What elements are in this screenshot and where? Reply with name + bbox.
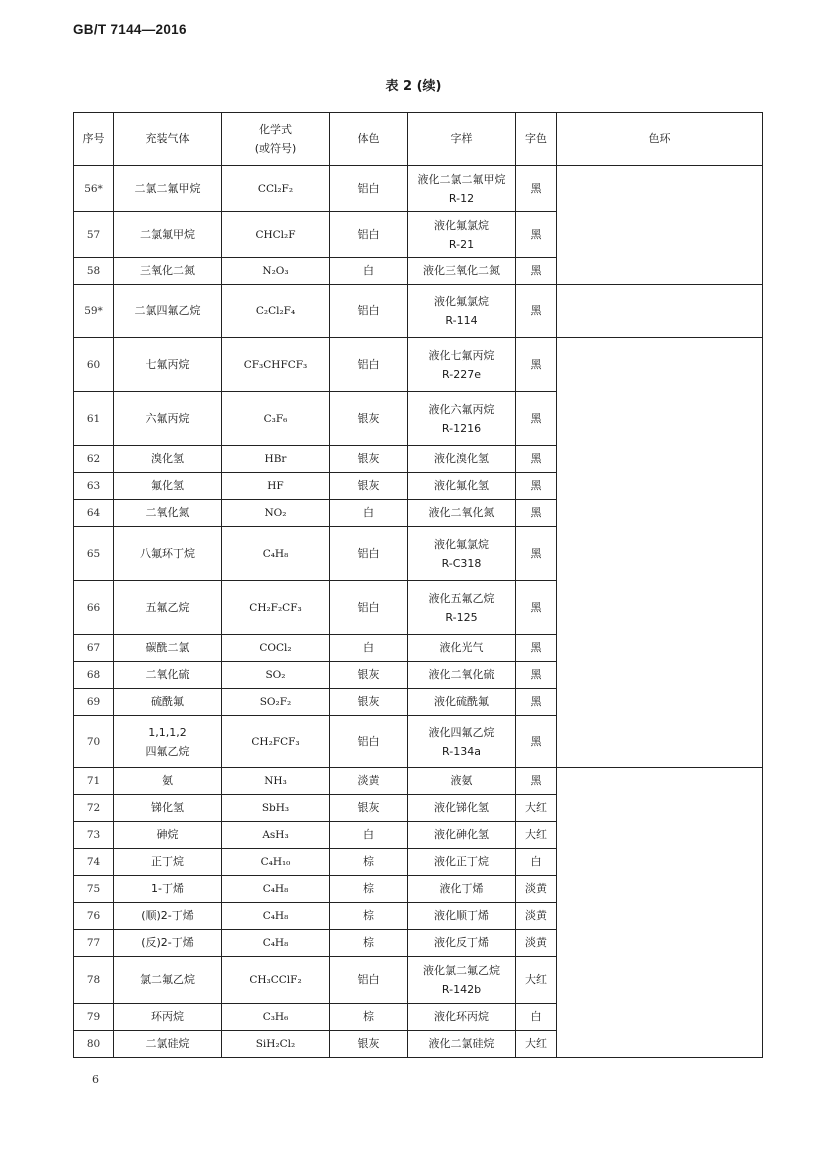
row-number: 56*	[74, 166, 114, 212]
chemical-formula: SO₂	[222, 662, 330, 689]
row-number: 80	[74, 1031, 114, 1058]
row-number: 65	[74, 527, 114, 581]
body-color: 铝白	[330, 716, 408, 768]
body-color: 白	[330, 635, 408, 662]
row-number: 59*	[74, 285, 114, 338]
chemical-formula: COCl₂	[222, 635, 330, 662]
body-color: 铝白	[330, 527, 408, 581]
row-number: 70	[74, 716, 114, 768]
row-number: 75	[74, 876, 114, 903]
gas-name: 硫酰氟	[114, 689, 222, 716]
marking-text: 液化砷化氢	[408, 822, 516, 849]
chemical-formula: HBr	[222, 446, 330, 473]
chemical-formula: SbH₃	[222, 795, 330, 822]
marking-text: 液化氟化氢	[408, 473, 516, 500]
marking-text: 液化溴化氢	[408, 446, 516, 473]
text-color: 淡黄	[516, 876, 557, 903]
body-color: 银灰	[330, 473, 408, 500]
gas-name: 五氟乙烷	[114, 581, 222, 635]
row-number: 58	[74, 258, 114, 285]
text-color: 黑	[516, 689, 557, 716]
marking-text: 液化四氟乙烷 R-134a	[408, 716, 516, 768]
text-color: 黑	[516, 166, 557, 212]
marking-text: 液化环丙烷	[408, 1004, 516, 1031]
body-color: 淡黄	[330, 768, 408, 795]
text-color: 黑	[516, 768, 557, 795]
gas-cylinder-color-table	[73, 112, 763, 1058]
gas-name: 二氯氟甲烷	[114, 212, 222, 258]
text-color: 白	[516, 1004, 557, 1031]
body-color: 银灰	[330, 689, 408, 716]
body-color: 银灰	[330, 662, 408, 689]
color-ring	[557, 285, 763, 338]
marking-text: 液化二氯硅烷	[408, 1031, 516, 1058]
marking-text: 液化氟氯烷 R-21	[408, 212, 516, 258]
row-number: 60	[74, 338, 114, 392]
marking-text: 液氨	[408, 768, 516, 795]
marking-text: 液化锑化氢	[408, 795, 516, 822]
gas-name: 氨	[114, 768, 222, 795]
text-color: 黑	[516, 635, 557, 662]
row-number: 62	[74, 446, 114, 473]
gas-name: 锑化氢	[114, 795, 222, 822]
table-row	[74, 338, 763, 392]
marking-text: 液化二氧化氮	[408, 500, 516, 527]
body-color: 铝白	[330, 166, 408, 212]
text-color: 大红	[516, 1031, 557, 1058]
marking-text: 液化五氟乙烷 R-125	[408, 581, 516, 635]
text-color: 淡黄	[516, 903, 557, 930]
chemical-formula: C₃F₆	[222, 392, 330, 446]
chemical-formula: CHCl₂F	[222, 212, 330, 258]
row-number: 76	[74, 903, 114, 930]
table-row	[74, 285, 763, 338]
header-seq: 序号	[74, 113, 114, 166]
color-ring	[557, 338, 763, 768]
row-number: 79	[74, 1004, 114, 1031]
body-color: 铝白	[330, 338, 408, 392]
body-color: 银灰	[330, 446, 408, 473]
body-color: 棕	[330, 903, 408, 930]
gas-name: 碳酰二氯	[114, 635, 222, 662]
text-color: 黑	[516, 392, 557, 446]
gas-name: (顺)2-丁烯	[114, 903, 222, 930]
chemical-formula: SO₂F₂	[222, 689, 330, 716]
table-row	[74, 768, 763, 795]
text-color: 白	[516, 849, 557, 876]
body-color: 白	[330, 822, 408, 849]
row-number: 73	[74, 822, 114, 849]
gas-name: 环丙烷	[114, 1004, 222, 1031]
chemical-formula: NH₃	[222, 768, 330, 795]
marking-text: 液化六氟丙烷 R-1216	[408, 392, 516, 446]
gas-name: 八氟环丁烷	[114, 527, 222, 581]
header-ring: 色环	[557, 113, 763, 166]
header-marking: 字样	[408, 113, 516, 166]
body-color: 白	[330, 500, 408, 527]
gas-name: 三氧化二氮	[114, 258, 222, 285]
text-color: 黑	[516, 527, 557, 581]
marking-text: 液化顺丁烯	[408, 903, 516, 930]
row-number: 64	[74, 500, 114, 527]
marking-text: 液化三氧化二氮	[408, 258, 516, 285]
chemical-formula: CH₂F₂CF₃	[222, 581, 330, 635]
chemical-formula: CH₃CClF₂	[222, 957, 330, 1004]
text-color: 黑	[516, 285, 557, 338]
marking-text: 液化七氟丙烷 R-227e	[408, 338, 516, 392]
text-color: 黑	[516, 500, 557, 527]
body-color: 白	[330, 258, 408, 285]
text-color: 黑	[516, 662, 557, 689]
chemical-formula: C₄H₁₀	[222, 849, 330, 876]
gas-name: 氟化氢	[114, 473, 222, 500]
gas-name: 二氯二氟甲烷	[114, 166, 222, 212]
text-color: 黑	[516, 473, 557, 500]
chemical-formula: SiH₂Cl₂	[222, 1031, 330, 1058]
marking-text: 液化丁烯	[408, 876, 516, 903]
row-number: 67	[74, 635, 114, 662]
gas-name: 二氯四氟乙烷	[114, 285, 222, 338]
gas-name: (反)2-丁烯	[114, 930, 222, 957]
body-color: 棕	[330, 930, 408, 957]
header-gas: 充装气体	[114, 113, 222, 166]
body-color: 银灰	[330, 795, 408, 822]
standard-code: GB/T 7144—2016	[73, 22, 187, 37]
marking-text: 液化氟氯烷 R-114	[408, 285, 516, 338]
gas-name: 二氧化硫	[114, 662, 222, 689]
text-color: 大红	[516, 795, 557, 822]
marking-text: 液化反丁烯	[408, 930, 516, 957]
marking-text: 液化光气	[408, 635, 516, 662]
text-color: 黑	[516, 581, 557, 635]
row-number: 78	[74, 957, 114, 1004]
body-color: 银灰	[330, 1031, 408, 1058]
chemical-formula: C₄H₈	[222, 903, 330, 930]
text-color: 黑	[516, 258, 557, 285]
chemical-formula: C₂Cl₂F₄	[222, 285, 330, 338]
text-color: 大红	[516, 957, 557, 1004]
gas-name: 1-丁烯	[114, 876, 222, 903]
text-color: 黑	[516, 446, 557, 473]
chemical-formula: CF₃CHFCF₃	[222, 338, 330, 392]
row-number: 57	[74, 212, 114, 258]
gas-name: 二氯硅烷	[114, 1031, 222, 1058]
gas-name: 二氧化氮	[114, 500, 222, 527]
marking-text: 液化氯二氟乙烷 R-142b	[408, 957, 516, 1004]
text-color: 黑	[516, 212, 557, 258]
table-title: 表 2 (续)	[385, 79, 442, 94]
header-formula: 化学式 (或符号)	[222, 113, 330, 166]
body-color: 铝白	[330, 581, 408, 635]
row-number: 63	[74, 473, 114, 500]
gas-name: 1,1,1,2 四氟乙烷	[114, 716, 222, 768]
marking-text: 液化硫酰氟	[408, 689, 516, 716]
table-row	[74, 166, 763, 212]
row-number: 68	[74, 662, 114, 689]
body-color: 棕	[330, 876, 408, 903]
row-number: 77	[74, 930, 114, 957]
marking-text: 液化二氯二氟甲烷 R-12	[408, 166, 516, 212]
row-number: 69	[74, 689, 114, 716]
text-color: 黑	[516, 338, 557, 392]
row-number: 72	[74, 795, 114, 822]
gas-name: 七氟丙烷	[114, 338, 222, 392]
color-ring	[557, 166, 763, 285]
header-text-color: 字色	[516, 113, 557, 166]
chemical-formula: C₄H₈	[222, 527, 330, 581]
header-body-color: 体色	[330, 113, 408, 166]
chemical-formula: CCl₂F₂	[222, 166, 330, 212]
chemical-formula: NO₂	[222, 500, 330, 527]
body-color: 铝白	[330, 957, 408, 1004]
table-header-row	[74, 113, 763, 166]
page-number: 6	[92, 1073, 99, 1086]
chemical-formula: C₄H₈	[222, 876, 330, 903]
chemical-formula: HF	[222, 473, 330, 500]
marking-text: 液化正丁烷	[408, 849, 516, 876]
chemical-formula: C₃H₆	[222, 1004, 330, 1031]
body-color: 棕	[330, 849, 408, 876]
body-color: 银灰	[330, 392, 408, 446]
text-color: 淡黄	[516, 930, 557, 957]
gas-name: 正丁烷	[114, 849, 222, 876]
chemical-formula: N₂O₃	[222, 258, 330, 285]
marking-text: 液化二氧化硫	[408, 662, 516, 689]
marking-text: 液化氟氯烷 R-C318	[408, 527, 516, 581]
text-color: 黑	[516, 716, 557, 768]
text-color: 大红	[516, 822, 557, 849]
chemical-formula: CH₂FCF₃	[222, 716, 330, 768]
row-number: 61	[74, 392, 114, 446]
gas-name: 氯二氟乙烷	[114, 957, 222, 1004]
gas-name: 砷烷	[114, 822, 222, 849]
chemical-formula: AsH₃	[222, 822, 330, 849]
body-color: 棕	[330, 1004, 408, 1031]
row-number: 74	[74, 849, 114, 876]
gas-name: 溴化氢	[114, 446, 222, 473]
chemical-formula: C₄H₈	[222, 930, 330, 957]
color-ring	[557, 768, 763, 1058]
body-color: 铝白	[330, 285, 408, 338]
row-number: 66	[74, 581, 114, 635]
body-color: 铝白	[330, 212, 408, 258]
row-number: 71	[74, 768, 114, 795]
gas-name: 六氟丙烷	[114, 392, 222, 446]
